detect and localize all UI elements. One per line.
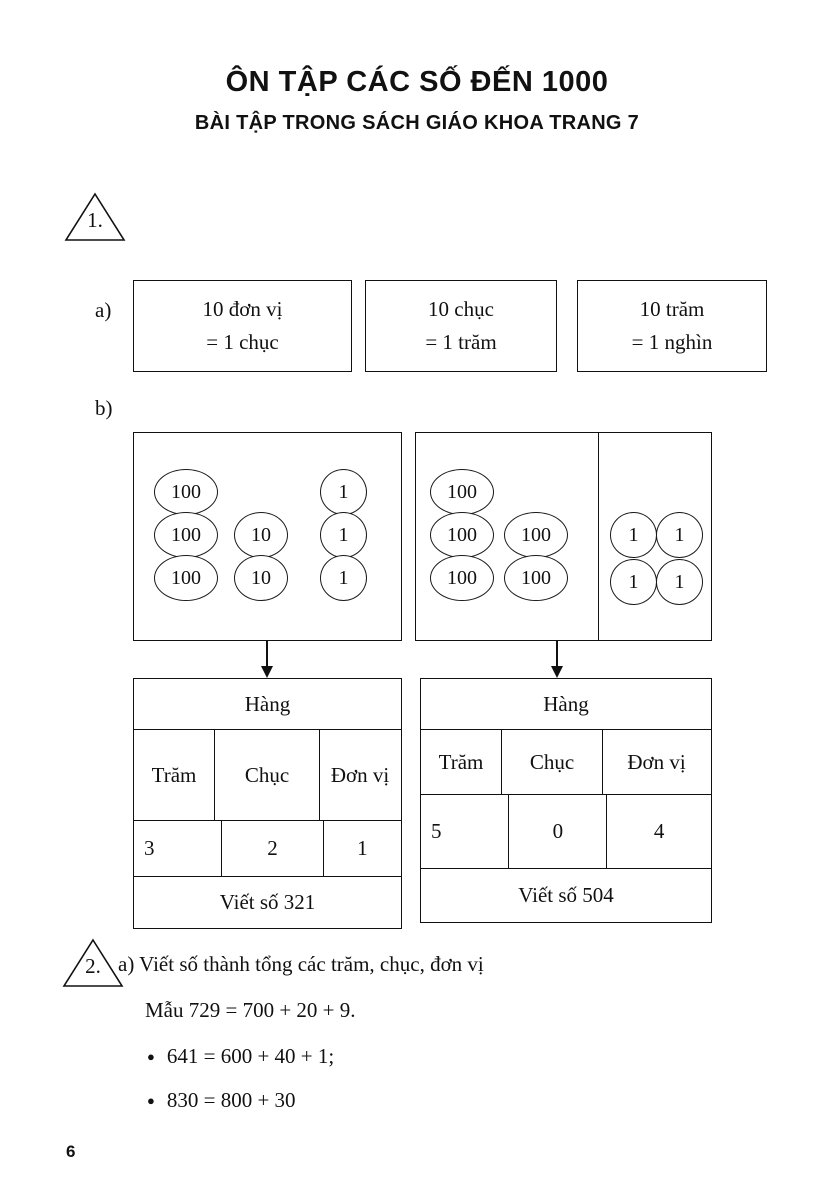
table-footer-number: Viết số 504 xyxy=(518,883,614,907)
page-title: ÔN TẬP CÁC SỐ ĐẾN 1000 xyxy=(225,66,609,98)
exercise-number: 2. xyxy=(85,954,101,978)
exercise-2-example: Mẫu 729 = 700 + 20 + 9. xyxy=(145,998,356,1022)
conversion-line2: = 1 nghìn xyxy=(631,330,713,354)
unit-circle: 1 xyxy=(610,559,657,605)
conversion-line2: = 1 trăm xyxy=(425,330,497,354)
unit-circle: 10 xyxy=(234,512,288,558)
arrow-down-icon xyxy=(258,640,276,678)
part-a-label: a) xyxy=(95,298,112,322)
exercise-2-item: ● 641 = 600 + 40 + 1; xyxy=(147,1044,334,1069)
unit-circle: 1 xyxy=(320,469,367,515)
place-value-table-321 xyxy=(133,678,402,929)
unit-circle: 1 xyxy=(656,512,703,558)
unit-circle: 100 xyxy=(430,512,494,558)
value-tens: 2 xyxy=(222,821,323,876)
exercise-1-marker xyxy=(64,192,126,242)
unit-circle: 100 xyxy=(154,555,218,601)
number-diagram-321 xyxy=(133,432,402,641)
col-header-donvi: Đơn vị xyxy=(330,762,390,787)
exercise-2-item: ● 830 = 800 + 30 xyxy=(147,1088,296,1113)
number-diagram-504 xyxy=(415,432,712,641)
unit-circle: 100 xyxy=(504,512,568,558)
col-header-tram: Trăm xyxy=(134,730,215,820)
place-value-table-504 xyxy=(420,678,712,923)
conversion-line2: = 1 chục xyxy=(206,330,279,354)
page-subtitle: BÀI TẬP TRONG SÁCH GIÁO KHOA TRANG 7 xyxy=(194,112,640,134)
arrow-down-icon xyxy=(548,640,566,678)
part-b-label: b) xyxy=(95,396,113,420)
unit-circle: 1 xyxy=(656,559,703,605)
unit-circle: 100 xyxy=(154,512,218,558)
col-header-donvi: Đơn vị xyxy=(627,749,686,774)
col-header-chuc: Chục xyxy=(502,730,603,794)
conversion-box-hundreds xyxy=(577,280,767,372)
table-header-hang: Hàng xyxy=(244,691,291,716)
exercise-2-instruction: a) Viết số thành tổng các trăm, chục, đơn vị xyxy=(118,952,484,976)
col-header-chuc: Chục xyxy=(215,730,320,820)
conversion-line1: 10 trăm xyxy=(639,297,705,321)
exercise-2-marker xyxy=(62,938,124,988)
unit-circle: 100 xyxy=(154,469,218,515)
unit-circle: 10 xyxy=(234,555,288,601)
table-header-hang: Hàng xyxy=(543,691,589,716)
value-units: 4 xyxy=(653,819,665,844)
unit-circle: 100 xyxy=(430,555,494,601)
unit-circle: 100 xyxy=(430,469,494,515)
conversion-line1: 10 đơn vị xyxy=(202,297,283,321)
page-number: 6 xyxy=(66,1142,76,1161)
unit-circle: 100 xyxy=(504,555,568,601)
unit-circle: 1 xyxy=(610,512,657,558)
conversion-box-units xyxy=(133,280,352,372)
unit-circle: 1 xyxy=(320,555,367,601)
table-footer-number: Viết số 321 xyxy=(219,890,316,914)
col-header-tram: Trăm xyxy=(421,730,502,794)
value-units: 1 xyxy=(357,836,368,861)
conversion-line1: 10 chục xyxy=(428,297,494,321)
diagram-divider xyxy=(598,433,599,640)
unit-circle: 1 xyxy=(320,512,367,558)
value-tens: 0 xyxy=(509,795,607,868)
value-hundreds: 5 xyxy=(421,795,509,868)
conversion-box-tens xyxy=(365,280,557,372)
value-hundreds: 3 xyxy=(134,821,222,876)
exercise-number: 1. xyxy=(87,208,103,232)
